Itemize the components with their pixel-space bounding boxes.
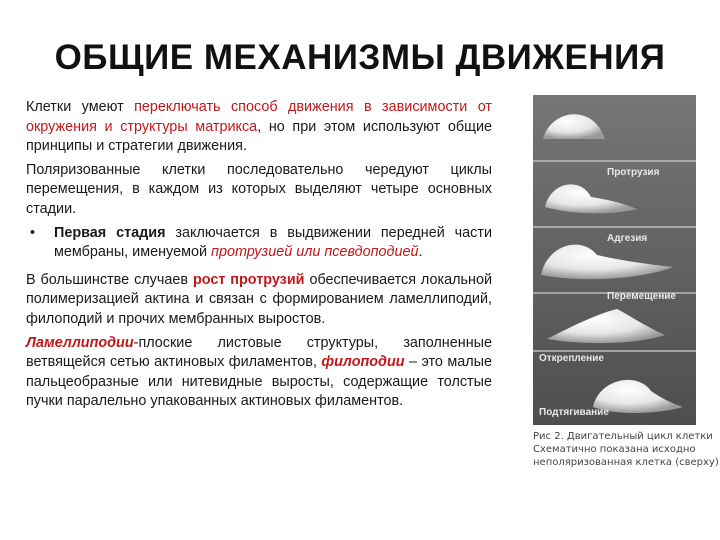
paragraph-2: Поляризованные клетки последовательно чередуют циклы перемещения, в каждом из которых выделяют четыре основных стадии. bbox=[26, 161, 492, 217]
paragraph-1: Клетки умеют переключать способ движения в зависимости от окружения и структуры матрикса, но при этом используют общие принципы и стратегии движения. bbox=[26, 99, 493, 155]
label-translocation: Перемещение bbox=[607, 291, 676, 302]
cell-motility-figure bbox=[533, 95, 696, 425]
protrusion-growth-term: рост протрузий bbox=[192, 271, 305, 288]
label-protrusion: Протрузия bbox=[607, 167, 660, 178]
highlight-environment: от окружения и структуры матрикса bbox=[26, 99, 493, 135]
bullet-dot: • bbox=[30, 224, 36, 241]
caption-line-1: Рис 2. Двигательный цикл клетки bbox=[533, 431, 713, 442]
figure-caption bbox=[533, 430, 719, 469]
label-detachment: Открепление bbox=[539, 353, 604, 364]
protrusion-term: протрузией или псевдоподией bbox=[211, 244, 419, 261]
caption-line-2: Схематично показана исходно bbox=[533, 444, 696, 455]
caption-line-3: неполяризованная клетка (сверху) bbox=[533, 457, 719, 468]
label-adhesion: Адгезия bbox=[607, 233, 648, 244]
paragraph-3: В большинстве случаев рост протрузий обеспечивается локальной полимеризацией актина и связан с формированием ламеллиподий, филоподий и прочих мембранных выростов. bbox=[26, 271, 492, 327]
first-stage-term: Первая стадия bbox=[54, 224, 166, 241]
highlight-switch-mode: переключать способ движения в зависимости bbox=[134, 99, 468, 115]
slide-body bbox=[26, 98, 492, 416]
paragraph-4: Ламеллиподии-плоские листовые структуры, заполненные ветвящейся сетью актиновых филаментов, филоподии – это малые пальцеобразные или нитевидные выросты, содержащие толстые пучки паралельно упакованных актиновых филаментов. bbox=[26, 334, 492, 410]
bullet-first-stage: • Первая стадия заключается в выдвижении передней части мембраны, именуемой протрузией или псевдоподией. bbox=[30, 224, 492, 261]
filopodia-term: филоподии bbox=[321, 354, 405, 371]
slide-title: ОБЩИЕ МЕХАНИЗМЫ ДВИЖЕНИЯ bbox=[54, 38, 666, 77]
cell-cycle-illustration bbox=[533, 95, 696, 425]
label-retraction: Подтягивание bbox=[539, 407, 609, 418]
lamellipodia-term: Ламеллиподии bbox=[26, 334, 134, 351]
